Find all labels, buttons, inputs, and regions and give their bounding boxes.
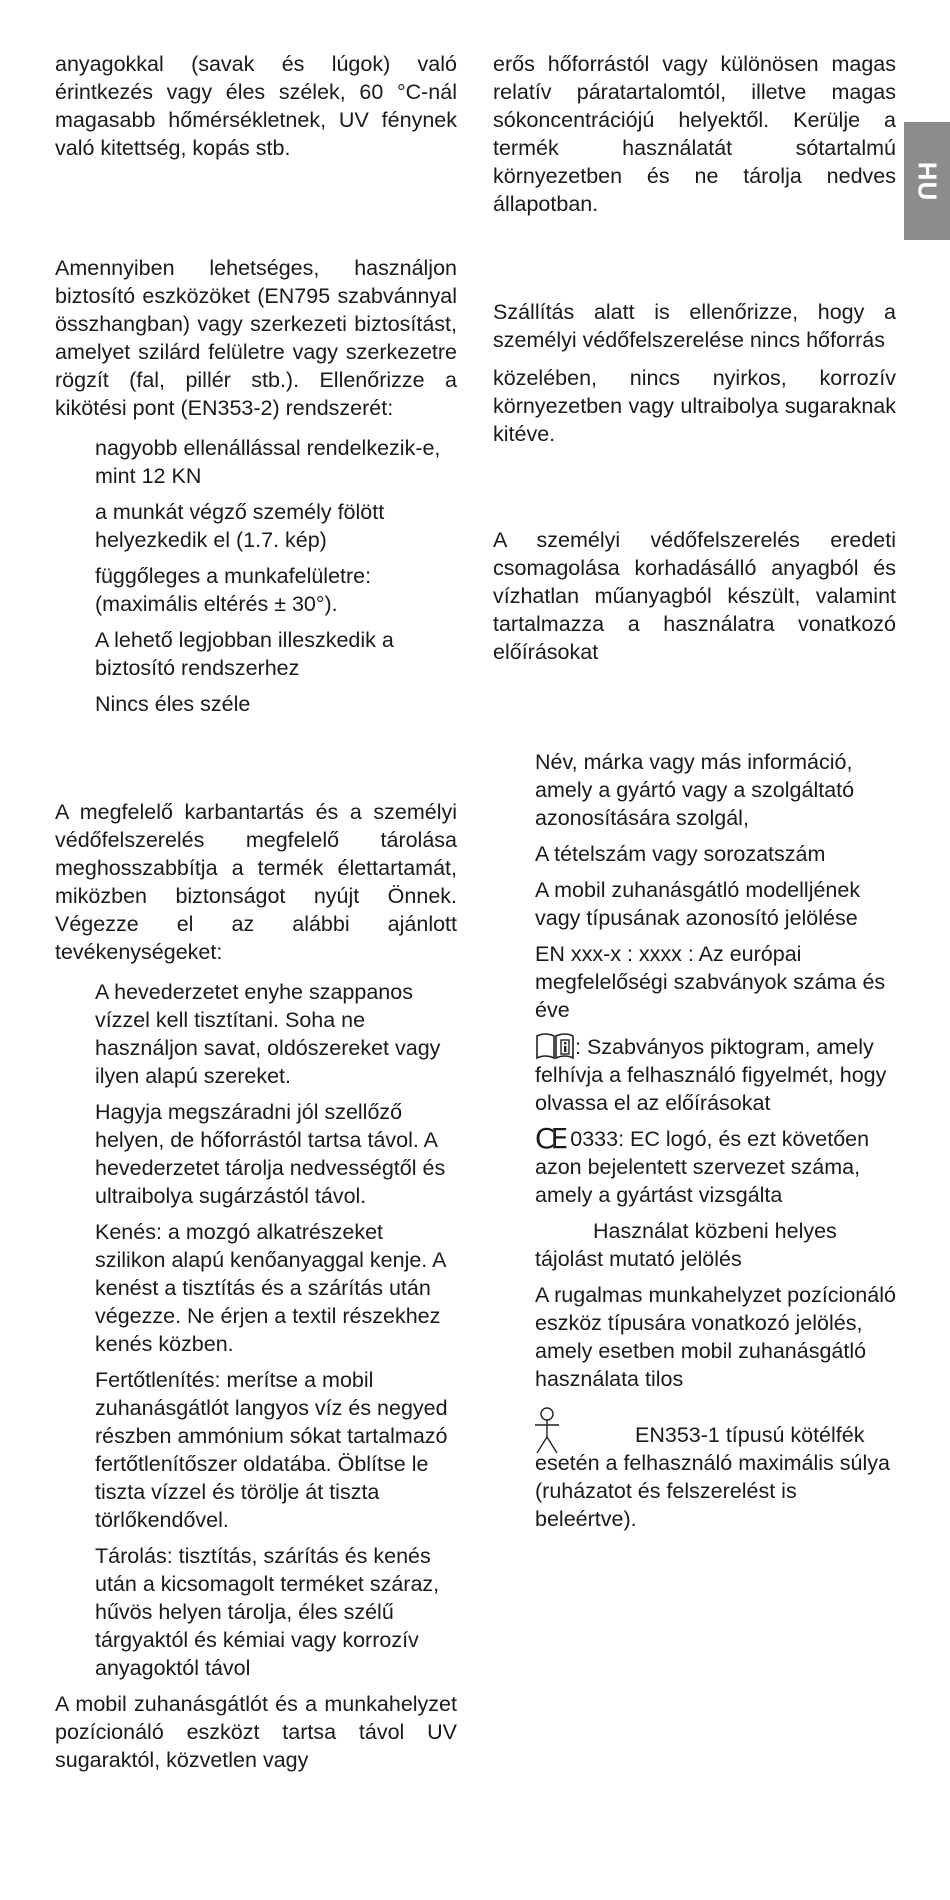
list-item: A lehető legjobban illeszkedik a biztosító rendszerhez <box>95 628 394 680</box>
marking-item: EN xxx-x : xxxx : Az európai megfelelőségi szabványok száma és éve <box>535 942 886 1022</box>
list-item: nagyobb ellenállással rendelkezik-e, mint 12 KN <box>95 436 441 488</box>
marking-item-text: EN353-1 típusú kötélfék esetén a felhasználó maximális súlya (ruházatot és felszerelést is beleértve). <box>535 1423 890 1531</box>
marking-list <box>493 748 896 1533</box>
list-item: a munkát végző személy fölött helyezkedik el (1.7. kép) <box>95 500 385 552</box>
list-item: Tárolás: tisztítás, szárítás és kenés után a kicsomagolt terméket száraz, hűvös helyen tárolja, éles szélű tárgyaktól és kémiai vagy korrozív anyagoktól távol <box>95 1544 440 1680</box>
right-paragraph-3: közelében, nincs nyirkos, korrozív környezetben vagy ultraibolya sugaraknak kitéve. <box>493 366 896 446</box>
right-column <box>493 50 896 1533</box>
marking-item: A tételszám vagy sorozatszám <box>535 842 826 866</box>
ce-mark-icon: CE <box>535 1122 565 1155</box>
list-item: függőleges a munkafelületre: (maximális eltérés ± 30°). <box>95 564 372 616</box>
list-item: A hevederzetet enyhe szappanos vízzel kell tisztítani. Soha ne használjon savat, oldószereket vagy ilyen alapú szereket. <box>95 980 441 1088</box>
marking-item-text: : EC logó, és ezt követően azon bejelentett szervezet száma, amely a gyártást vizsgálta <box>535 1127 870 1207</box>
left-column <box>55 50 457 1774</box>
language-tab <box>904 122 950 240</box>
left-paragraph-3: A megfelelő karbantartás és a személyi védőfelszerelés megfelelő tárolása meghosszabbítja a termék élettartamát, miközben biztonságot nyújt Önnek. Végezze el az alábbi ajánlott tevékenységeket: <box>55 800 457 964</box>
marking-item-weight <box>493 1421 896 1533</box>
list-item: Kenés: a mozgó alkatrészeket szilikon alapú kenőanyaggal kenje. A kenést a tisztítás és a szárítás után végezze. Ne érjen a textil részekhez kenés közben. <box>95 1220 446 1356</box>
list-item: Nincs éles széle <box>95 692 251 716</box>
marking-item: A rugalmas munkahelyzet pozícionáló eszköz típusára vonatkozó jelölés, amely esetben mobil zuhanásgátló használata tilos <box>535 1283 896 1391</box>
marking-item-pictogram <box>493 1032 896 1117</box>
marking-item: Név, márka vagy más információ, amely a gyártó vagy a szolgáltató azonosítására szolgál, <box>535 750 855 830</box>
list-item: Hagyja megszáradni jól szellőző helyen, de hőforrástól tartsa távol. A hevederzetet tárolja nedvességtől és ultraibolya sugárzástól távol. <box>95 1100 446 1208</box>
left-paragraph-1: anyagokkal (savak és lúgok) való érintkezés vagy éles szélek, 60 °C-nál magasabb hőmérsékletnek, UV fénynek való kitettség, kopás stb. <box>55 52 457 160</box>
maintenance-list <box>55 978 457 1682</box>
left-paragraph-2: Amennyiben lehetséges, használjon biztosító eszközöket (EN795 szabvánnyal összhangban) vagy szerkezeti biztosítást, amelyet szilárd felületre vagy szerkezetre rögzít (fal, pillér stb.). Ellenőrizze a kikötési pont (EN353-2) rendszerét: <box>55 256 457 420</box>
read-instructions-icon <box>535 1032 575 1060</box>
marking-item-orientation <box>493 1217 896 1273</box>
right-paragraph-2: Szállítás alatt is ellenőrizze, hogy a személyi védőfelszerelése nincs hőforrás <box>493 300 896 352</box>
list-item: Fertőtlenítés: merítse a mobil zuhanásgátlót langyos víz és negyed részben ammónium sókat tartalmazó fertőtlenítőszer oldatába. Öblítse le tiszta vízzel és törölje át tiszta törlőkendővel. <box>95 1368 448 1532</box>
right-paragraph-1: erős hőforrástól vagy különösen magas relatív páratartalomtól, illetve magas sókoncentrációjú helyektől. Kerülje a termék használatát sótartalmú környezetben és ne tárolja nedves állapotban. <box>493 52 896 216</box>
person-icon <box>533 1407 561 1455</box>
language-tab-label: HU <box>912 161 943 201</box>
marking-item: A mobil zuhanásgátló modelljének vagy típusának azonosító jelölése <box>535 878 861 930</box>
ce-number: 0333 <box>570 1127 619 1151</box>
marking-item-text: : Szabványos piktogram, amely felhívja a felhasználó figyelmét, hogy olvassa el az előírásokat <box>535 1035 887 1115</box>
marking-item-ce <box>493 1122 896 1209</box>
anchor-check-list <box>55 434 457 718</box>
left-paragraph-4: A mobil zuhanásgátlót és a munkahelyzet pozícionáló eszközt tartsa távol UV sugaraktól, közvetlen vagy <box>55 1692 457 1772</box>
marking-item-text: Használat közbeni helyes tájolást mutató jelölés <box>535 1219 837 1271</box>
right-paragraph-4: A személyi védőfelszerelés eredeti csomagolása korhadásálló anyagból és vízhatlan műanyagból készült, valamint tartalmazza a használatra vonatkozó előírásokat <box>493 528 896 664</box>
